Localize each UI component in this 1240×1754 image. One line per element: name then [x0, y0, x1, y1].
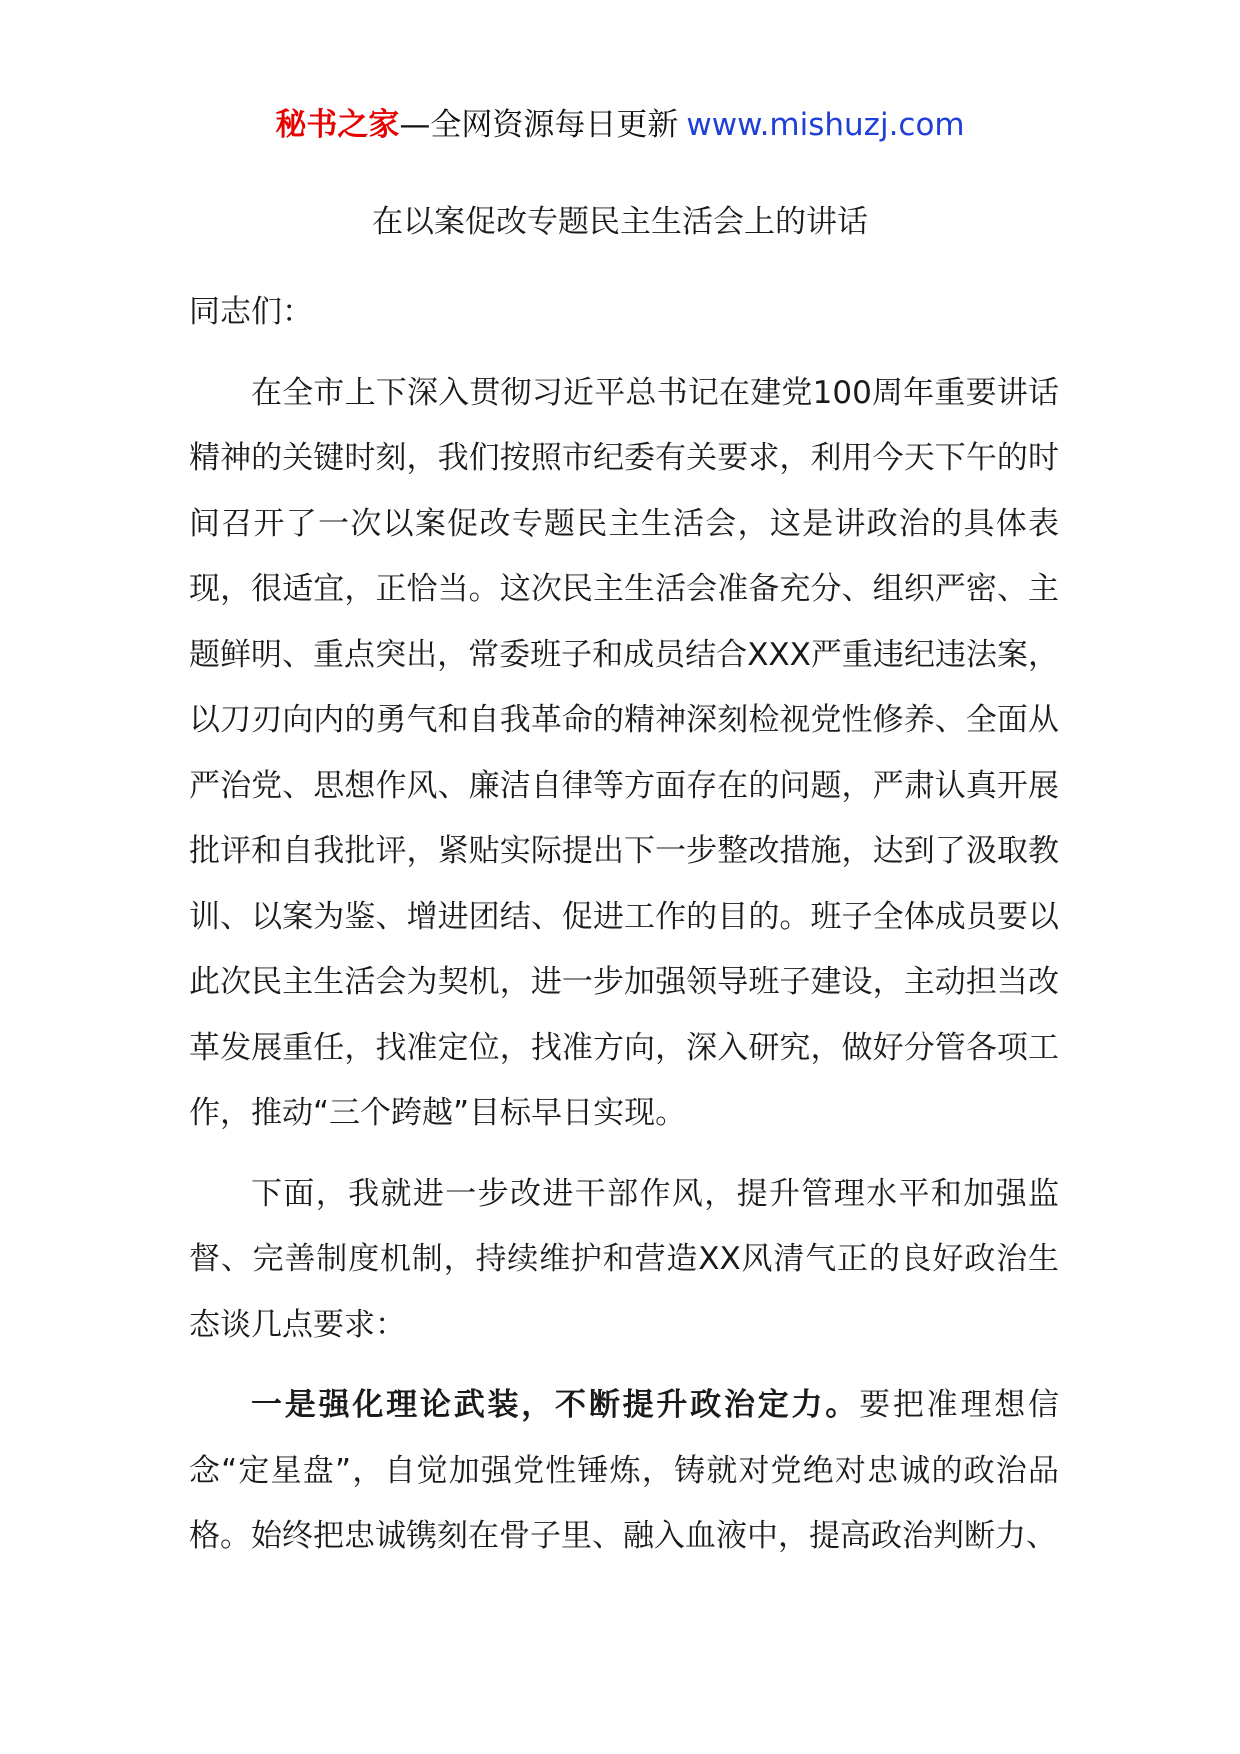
- banner-brand: 秘书之家: [275, 107, 400, 143]
- paragraph-1: 在全市上下深入贯彻习近平总书记在建党100周年重要讲话精神的关键时刻，我们按照市纪委有关要求，利用今天下午的时间召开了一次以案促改专题民主生活会，这是讲政治的具体表现，很适宜，正恰当。这次民主生活会准备充分、组织严密、主题鲜明、重点突出，常委班子和成员结合XXX严重违纪违法案，以刀刃向内的勇气和自我革命的精神深刻检视党性修养、全面从严治党、思想作风、廉洁自律等方面存在的问题，严肃认真开展批评和自我批评，紧贴实际提出下一步整改措施，达到了汲取教训、以案为鉴、增进团结、促进工作的目的。班子全体成员要以此次民主生活会为契机，进一步加强领导班子建设，主动担当改革发展重任，找准定位，找准方向，深入研究，做好分管各项工作，推动“三个跨越”目标早日实现。: [189, 374, 1059, 1131]
- paragraph-3-lead: 一是强化理论武装，不断提升政治定力。: [251, 1387, 860, 1423]
- salutation: 同志们：: [189, 294, 313, 330]
- document-body: [189, 280, 1059, 1570]
- banner-tagline: —全网资源每日更新: [399, 107, 679, 143]
- site-banner: [0, 103, 1240, 147]
- document-title: 在以案促改专题民主生活会上的讲话: [372, 204, 868, 240]
- paragraph-3-text: 要把准理想信念“定星盘”，自觉加强党性锤炼，铸就对党绝对忠诚的政治品格。始终把忠诚镌刻在骨子里、融入血液中，提高政治判断力、: [189, 1387, 1060, 1554]
- paragraph-3: [189, 1373, 1059, 1570]
- paragraph-2: 下面，我就进一步改进干部作风，提升管理水平和加强监督、完善制度机制，持续维护和营造XX风清气正的良好政治生态谈几点要求：: [189, 1175, 1059, 1343]
- banner-url-link[interactable]: www.mishuzj.com: [686, 107, 965, 143]
